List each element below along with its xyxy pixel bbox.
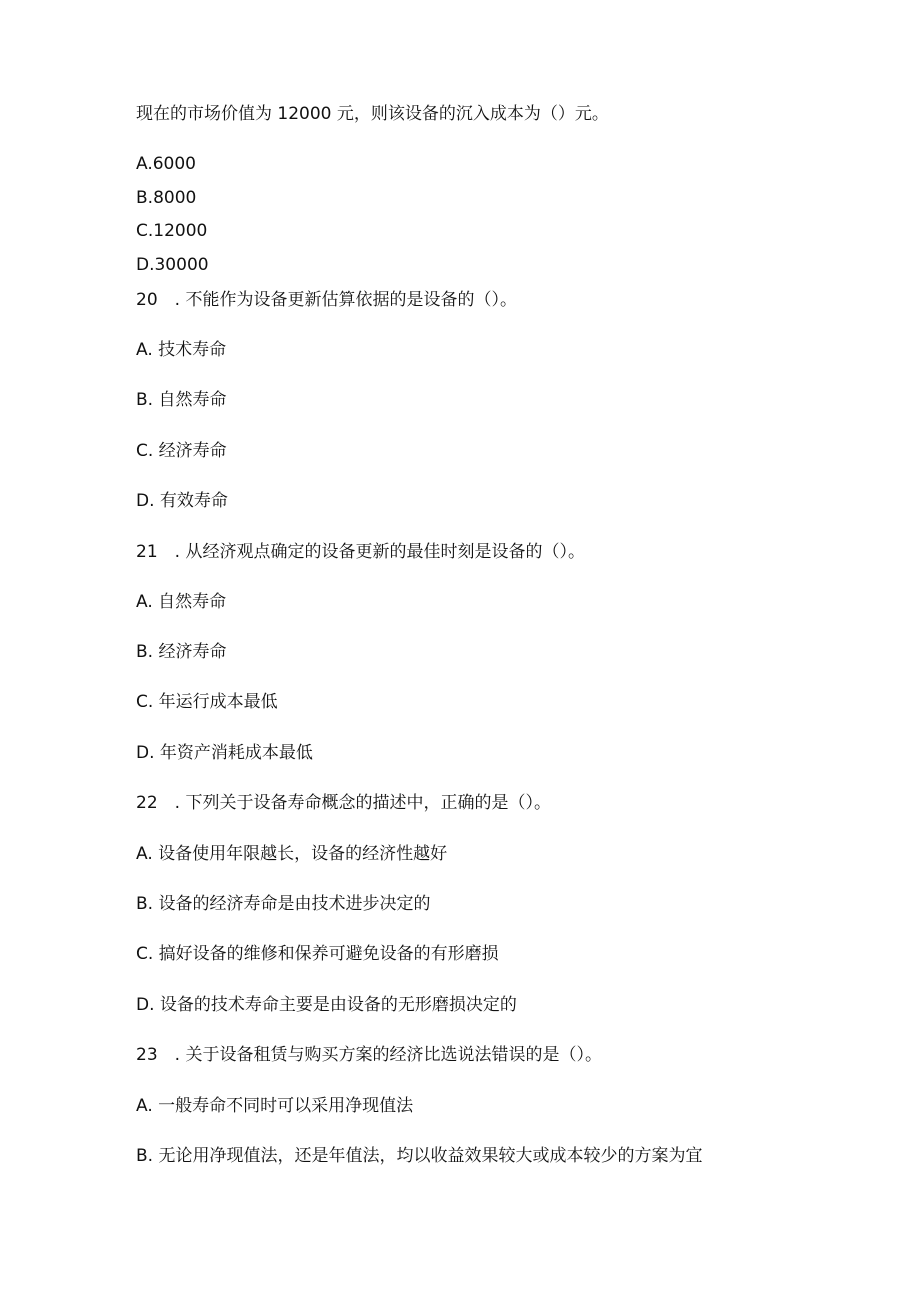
- question-22-option-d: D. 设备的技术寿命主要是由设备的无形磨损决定的: [136, 995, 517, 1015]
- question-19-option-a: A.6000: [136, 154, 196, 174]
- question-21-stem: 21 . 从经济观点确定的设备更新的最佳时刻是设备的（）。: [136, 542, 585, 562]
- question-22-stem: 22 . 下列关于设备寿命概念的描述中，正确的是（）。: [136, 793, 551, 813]
- question-20-option-d: D. 有效寿命: [136, 491, 228, 511]
- question-23-stem: 23 . 关于设备租赁与购买方案的经济比选说法错误的是（）。: [136, 1045, 602, 1065]
- question-22-option-a: A. 设备使用年限越长，设备的经济性越好: [136, 844, 448, 864]
- question-20-option-b: B. 自然寿命: [136, 390, 227, 410]
- question-21-option-d: D. 年资产消耗成本最低: [136, 743, 313, 763]
- question-22-option-c: C. 搞好设备的维修和保养可避免设备的有形磨损: [136, 944, 499, 964]
- question-19-option-d: D.30000: [136, 255, 209, 275]
- question-19-option-b: B.8000: [136, 188, 197, 208]
- question-21-option-c: C. 年运行成本最低: [136, 692, 278, 712]
- question-19-stem-continuation: 现在的市场价值为 12000 元，则该设备的沉入成本为（）元。: [136, 104, 609, 124]
- question-23-option-b: B. 无论用净现值法，还是年值法，均以收益效果较大或成本较少的方案为宜: [136, 1146, 703, 1166]
- question-20-option-c: C. 经济寿命: [136, 441, 227, 461]
- question-21-option-a: A. 自然寿命: [136, 592, 227, 612]
- question-19-option-c: C.12000: [136, 221, 208, 241]
- question-22-option-b: B. 设备的经济寿命是由技术进步决定的: [136, 894, 431, 914]
- question-20-option-a: A. 技术寿命: [136, 340, 227, 360]
- question-20-stem: 20 . 不能作为设备更新估算依据的是设备的（）。: [136, 290, 517, 310]
- question-23-option-a: A. 一般寿命不同时可以采用净现值法: [136, 1096, 414, 1116]
- question-21-option-b: B. 经济寿命: [136, 642, 227, 662]
